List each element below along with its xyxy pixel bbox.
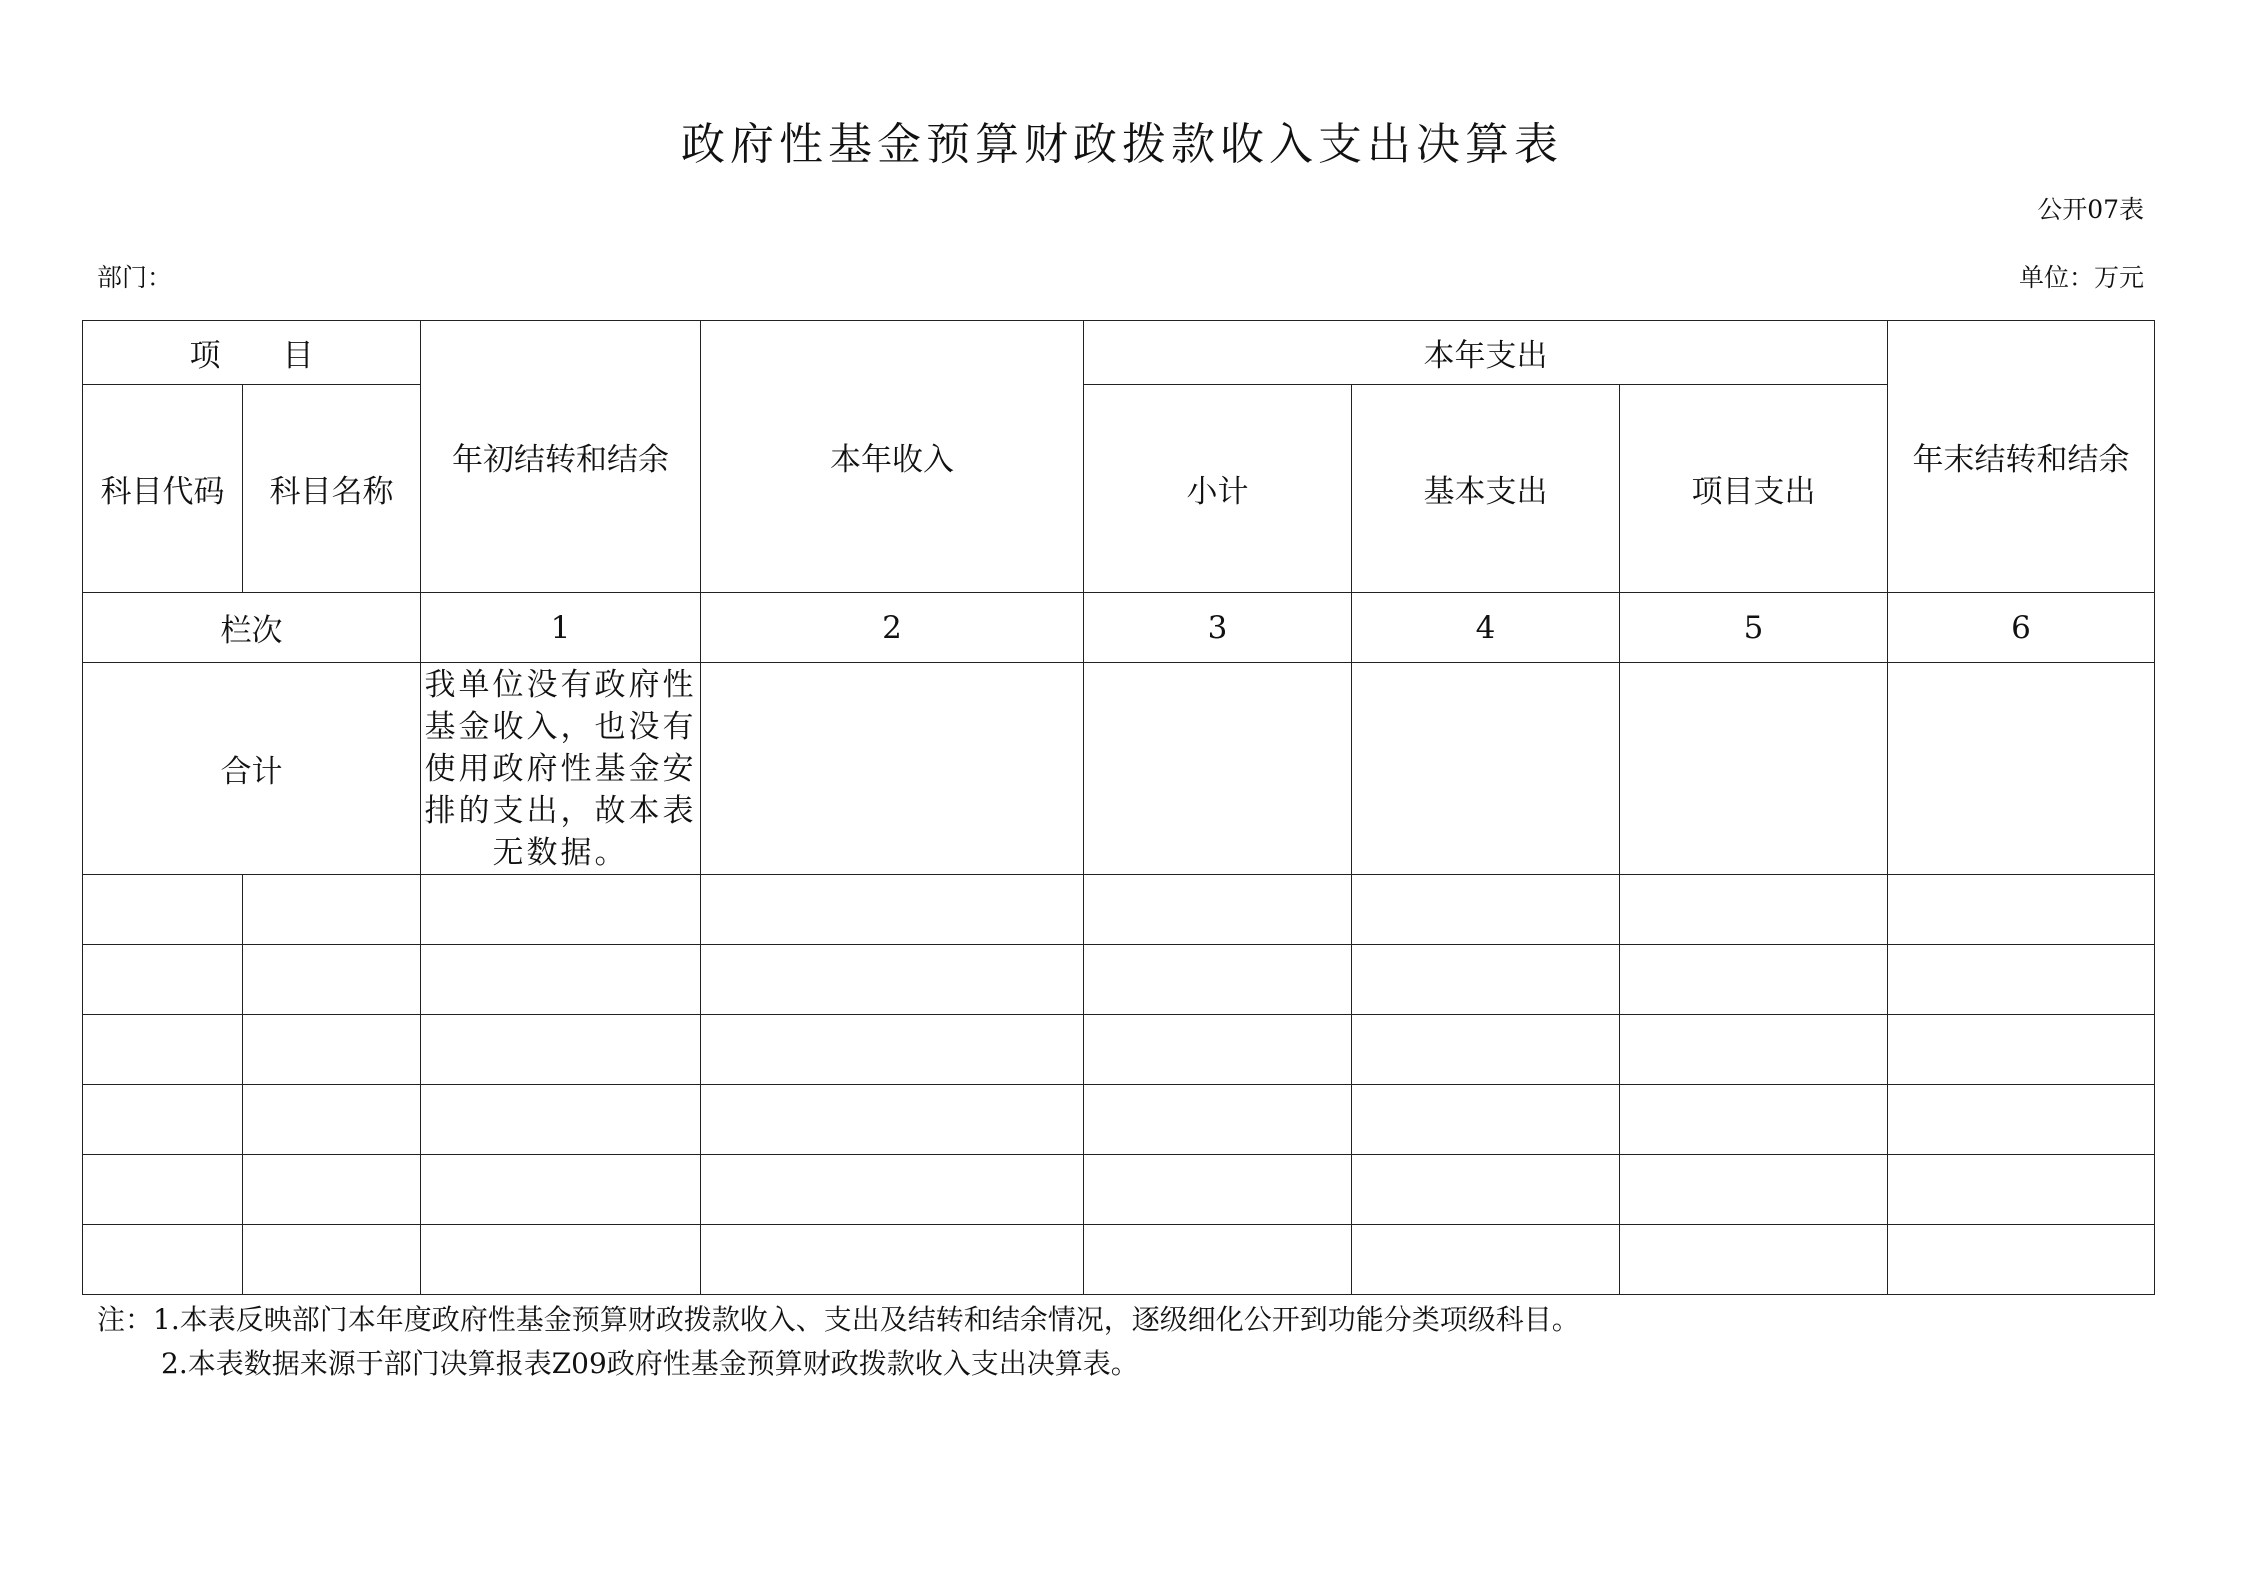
table-cell [1352,945,1620,1015]
column-number: 5 [1620,593,1888,663]
department-label: 部门： [97,263,173,292]
header-basic: 基本支出 [1352,385,1620,593]
table-cell [243,875,421,945]
table-row [83,1155,2155,1225]
column-number: 2 [701,593,1084,663]
column-number: 6 [1888,593,2155,663]
total-label: 合计 [83,663,421,875]
table-cell [1084,945,1352,1015]
header-code: 科目代码 [83,385,243,593]
table-row [83,945,2155,1015]
table-cell [1620,663,1888,875]
table-cell [701,1225,1084,1295]
table-cell [83,1155,243,1225]
table-cell [421,945,701,1015]
table-cell [1620,1155,1888,1225]
no-data-note: 我单位没有政府性基金收入，也没有使用政府性基金安排的支出，故本表无数据。 [421,663,701,875]
table-cell [243,1085,421,1155]
table-cell [421,1155,701,1225]
table-cell [1620,1015,1888,1085]
header-income: 本年收入 [701,321,1084,593]
table-cell [1084,1085,1352,1155]
column-number: 4 [1352,593,1620,663]
footnote-2: 2.本表数据来源于部门决算报表Z09政府性基金预算财政拨款收入支出决算表。 [161,1347,1139,1380]
column-number-label: 栏次 [83,593,421,663]
table-cell [1352,1015,1620,1085]
header-name: 科目名称 [243,385,421,593]
table-cell [1352,1225,1620,1295]
table-cell [83,875,243,945]
form-number: 公开07表 [2037,195,2144,224]
table-cell [1888,1085,2155,1155]
table-cell [1084,1155,1352,1225]
table-cell [1352,663,1620,875]
table-cell [243,1015,421,1085]
table-cell [1888,663,2155,875]
table-cell [83,1015,243,1085]
table-row [83,1015,2155,1085]
table-cell [421,1225,701,1295]
column-number: 3 [1084,593,1352,663]
table-cell [701,1155,1084,1225]
header-closing-balance: 年末结转和结余 [1888,321,2155,593]
table-row [83,1225,2155,1295]
unit-label: 单位：万元 [2018,263,2144,292]
table-cell [421,1015,701,1085]
table-cell [1084,875,1352,945]
table-cell [1084,1225,1352,1295]
table-cell [421,875,701,945]
footnotes [97,1298,1580,1386]
table-cell [701,945,1084,1015]
total-row [83,663,2155,875]
column-number: 1 [421,593,701,663]
header-item: 项 目 [83,321,421,385]
table-cell [1888,875,2155,945]
table-cell [1084,663,1352,875]
budget-table [82,320,2155,1295]
table-cell [83,945,243,1015]
table-cell [701,1085,1084,1155]
header-subtotal: 小计 [1084,385,1352,593]
table-cell [1888,1015,2155,1085]
table-cell [1888,1225,2155,1295]
table-cell [1888,945,2155,1015]
page-title: 政府性基金预算财政拨款收入支出决算表 [681,119,1563,170]
table-cell [1620,945,1888,1015]
header-project: 项目支出 [1620,385,1888,593]
table-cell [1084,1015,1352,1085]
header-opening-balance: 年初结转和结余 [421,321,701,593]
header-expense: 本年支出 [1084,321,1888,385]
table-cell [701,663,1084,875]
table-cell [1352,875,1620,945]
table-cell [243,1155,421,1225]
table-cell [701,1015,1084,1085]
footnote-1: 注：1.本表反映部门本年度政府性基金预算财政拨款收入、支出及结转和结余情况，逐级细化公开到功能分类项级科目。 [97,1303,1580,1336]
table-cell [1888,1155,2155,1225]
table-row [83,1085,2155,1155]
table-cell [83,1225,243,1295]
table-row [83,875,2155,945]
table-cell [83,1085,243,1155]
table-cell [243,945,421,1015]
table-cell [1620,875,1888,945]
table-cell [1352,1085,1620,1155]
table-cell [1352,1155,1620,1225]
table-cell [243,1225,421,1295]
table-cell [701,875,1084,945]
table-cell [1620,1225,1888,1295]
table-cell [1620,1085,1888,1155]
column-number-row [83,593,2155,663]
table-cell [421,1085,701,1155]
